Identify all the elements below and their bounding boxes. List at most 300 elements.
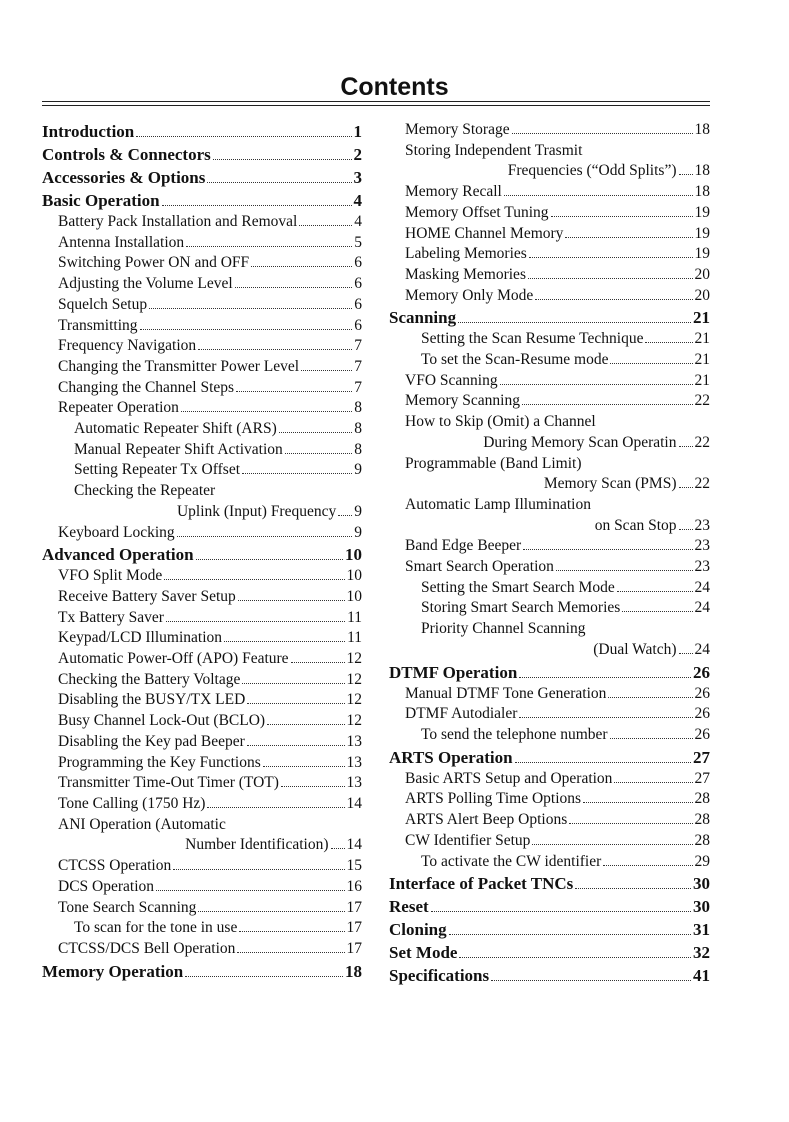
toc-page-number: 27: [694, 769, 710, 787]
toc-entry-line: [58, 253, 362, 274]
toc-entry-label: ARTS Operation: [389, 747, 513, 767]
dot-leader: [198, 911, 344, 912]
toc-entry-label: Battery Pack Installation and Removal: [58, 213, 298, 230]
toc-entry-label: Basic Operation: [42, 191, 160, 210]
toc-page-number: 14: [346, 794, 362, 812]
toc-entry[interactable]: [42, 233, 362, 254]
toc-entry-line: [58, 856, 362, 877]
toc-entry-line: [58, 212, 362, 233]
toc-entry-line: [58, 608, 362, 629]
toc-entry[interactable]: [389, 412, 710, 453]
toc-entry[interactable]: [389, 286, 710, 307]
toc-entry[interactable]: [389, 852, 710, 873]
toc-entry[interactable]: [389, 831, 710, 852]
dot-leader: [608, 697, 692, 698]
toc-page-number: 13: [346, 753, 362, 771]
toc-entry-line: [421, 640, 710, 661]
toc-page-number: 22: [694, 392, 710, 410]
toc-page-number: 21: [694, 330, 710, 348]
toc-entry-label: Introduction: [42, 122, 135, 141]
toc-entry-line: [421, 350, 710, 371]
toc-entry[interactable]: [42, 378, 362, 399]
toc-entry[interactable]: [42, 815, 362, 856]
toc-entry-line: [421, 725, 710, 746]
toc-entry-label: Programming the Key Functions: [58, 753, 261, 771]
toc-page-number: 19: [694, 245, 710, 263]
dot-leader: [181, 411, 352, 412]
toc-entry[interactable]: [42, 357, 362, 378]
toc-entry-line: [58, 628, 362, 649]
toc-entry[interactable]: [389, 598, 710, 619]
toc-page-number: 18: [694, 162, 710, 180]
toc-page-number: 8: [354, 440, 362, 458]
toc-entry[interactable]: [42, 690, 362, 711]
toc-page-number: 6: [354, 316, 362, 334]
toc-entry[interactable]: [389, 182, 710, 203]
toc-entry-label: Memory Operation: [42, 961, 184, 981]
toc-entry[interactable]: [389, 557, 710, 578]
toc-page-number: 26: [693, 662, 710, 682]
dot-leader: [239, 931, 344, 932]
toc-page-number: 29: [694, 852, 710, 870]
toc-entry-line: [58, 523, 362, 544]
dot-leader: [247, 703, 344, 704]
toc-entry[interactable]: [42, 773, 362, 794]
dot-leader: [285, 453, 352, 454]
toc-entry-label: Transmitting: [58, 316, 138, 334]
toc-entry-line: [405, 516, 710, 537]
toc-page-number: 11: [347, 629, 362, 647]
toc-page-number: 22: [694, 475, 710, 493]
toc-entry-line: [405, 769, 710, 790]
dot-leader: [338, 515, 352, 516]
toc-entry[interactable]: [42, 481, 362, 522]
toc-page-number: 17: [346, 898, 362, 916]
toc-entry-label: Setting the Scan Resume Technique: [421, 330, 644, 348]
toc-entry-label: Changing the Transmitter Power Level: [58, 357, 300, 375]
dot-leader: [331, 848, 345, 849]
toc-page-number: 9: [354, 502, 362, 520]
toc-entry[interactable]: [389, 350, 710, 371]
dot-leader: [279, 432, 353, 433]
toc-page-number: 2: [353, 145, 362, 164]
toc-entry-label: Memory Recall: [405, 183, 502, 201]
toc-entry-line: [389, 306, 710, 329]
toc-entry[interactable]: [42, 877, 362, 898]
toc-entry-label: Antenna Installation: [58, 233, 185, 251]
toc-entry-line: [405, 120, 710, 141]
toc-entry-label: Scanning: [389, 308, 457, 328]
dot-leader: [235, 287, 353, 288]
toc-entry-label: Checking the Battery Voltage: [58, 670, 241, 688]
toc-page-number: 31: [693, 920, 710, 940]
toc-entry-label: Programmable (Band Limit): [405, 454, 582, 472]
toc-page-number: 15: [346, 857, 362, 875]
toc-entry-label: CTCSS Operation: [58, 857, 172, 875]
toc-entry-label: Band Edge Beeper: [405, 537, 522, 555]
toc-entry[interactable]: [389, 495, 710, 536]
toc-entry-line: [42, 960, 362, 983]
toc-entry[interactable]: [389, 371, 710, 392]
toc-entry-line: [421, 329, 710, 350]
toc-page-number: 20: [694, 286, 710, 304]
dot-leader: [164, 579, 344, 580]
toc-entry-line: [405, 831, 710, 852]
toc-entry-line: [405, 684, 710, 705]
toc-entry-label: DTMF Operation: [389, 662, 518, 682]
toc-entry-line: [405, 810, 710, 831]
toc-entry-label: Cloning: [389, 920, 447, 940]
toc-entry-line: [58, 587, 362, 608]
toc-entry-label: Switching Power ON and OFF: [58, 254, 250, 272]
toc-entry[interactable]: [389, 454, 710, 495]
toc-entry[interactable]: [389, 661, 710, 684]
toc-page-number: 19: [694, 203, 710, 221]
toc-entry[interactable]: [42, 440, 362, 461]
toc-page-number: 7: [354, 378, 362, 396]
toc-entry-line: [58, 753, 362, 774]
toc-page-number: 5: [354, 233, 362, 251]
dot-leader: [528, 278, 693, 279]
toc-entry-line: [42, 120, 362, 143]
dot-leader: [522, 404, 693, 405]
toc-entry[interactable]: [42, 670, 362, 691]
dot-leader: [679, 446, 693, 447]
toc-page-number: 14: [346, 836, 362, 854]
toc-entry[interactable]: [389, 684, 710, 705]
dot-leader: [263, 766, 345, 767]
toc-entry[interactable]: [42, 316, 362, 337]
toc-entry[interactable]: [42, 711, 362, 732]
toc-entry-label: Automatic Repeater Shift (ARS): [74, 420, 277, 438]
dot-leader: [207, 182, 351, 183]
toc-entry-label: Changing the Channel Steps: [58, 378, 235, 396]
toc-page-number: 28: [694, 790, 710, 808]
toc-entry-line: [389, 941, 710, 964]
toc-entry-label: Squelch Setup: [58, 295, 148, 313]
toc-entry[interactable]: [389, 141, 710, 182]
toc-entry-line: [405, 704, 710, 725]
dot-leader: [198, 349, 352, 350]
toc-entry-line: [58, 690, 362, 711]
toc-entry-label: Set Mode: [389, 943, 458, 963]
toc-entry-label: To activate the CW identifier: [421, 852, 602, 870]
toc-entry[interactable]: [389, 895, 710, 918]
dot-leader: [185, 976, 343, 977]
dot-leader: [281, 786, 345, 787]
toc-entry[interactable]: [42, 120, 362, 143]
toc-entry-line: [58, 398, 362, 419]
toc-page-number: 4: [354, 213, 362, 230]
toc-entry-line: [405, 203, 710, 224]
toc-entry-line: [58, 233, 362, 254]
toc-entry-label: Advanced Operation: [42, 545, 194, 565]
toc-entry[interactable]: [42, 753, 362, 774]
toc-entry-line: [421, 598, 710, 619]
dot-leader: [583, 802, 692, 803]
toc-entry[interactable]: [42, 566, 362, 587]
toc-entry-line: [58, 566, 362, 587]
dot-leader: [247, 745, 345, 746]
toc-entry[interactable]: [42, 587, 362, 608]
dot-leader: [140, 329, 353, 330]
dot-leader: [149, 308, 352, 309]
toc-entry[interactable]: [42, 166, 362, 189]
toc-entry-label: How to Skip (Omit) a Channel: [405, 413, 596, 431]
toc-entry-label: Keypad/LCD Illumination: [58, 629, 223, 647]
toc-entry[interactable]: [389, 941, 710, 964]
toc-entry[interactable]: [389, 725, 710, 746]
toc-entry-line: [58, 357, 362, 378]
toc-entry-label: Keyboard Locking: [58, 523, 175, 541]
toc-page-number: 9: [354, 523, 362, 541]
toc-entry-label: Setting the Smart Search Mode: [421, 578, 615, 596]
toc-page-number: 7: [354, 337, 362, 355]
toc-page-number: 20: [694, 265, 710, 283]
toc-entry-label: Memory Offset Tuning: [405, 203, 549, 221]
toc-entry-label: ANI Operation (Automatic: [58, 815, 226, 833]
dot-leader: [173, 869, 344, 870]
toc-entry[interactable]: [389, 872, 710, 895]
toc-page-number: 18: [694, 121, 710, 138]
toc-page-number: 16: [346, 877, 362, 895]
toc-entry[interactable]: [42, 523, 362, 544]
toc-entry-label: Storing Smart Search Memories: [421, 599, 621, 617]
toc-entry-label-continued: on Scan Stop: [594, 516, 677, 534]
toc-page-number: 3: [353, 168, 362, 187]
toc-entry-label: DTMF Autodialer: [405, 705, 518, 723]
toc-entry-line: [58, 274, 362, 295]
toc-page-number: 13: [346, 774, 362, 792]
toc-entry[interactable]: [42, 189, 362, 212]
dot-leader: [614, 782, 692, 783]
toc-entry[interactable]: [42, 336, 362, 357]
toc-entry-line: [389, 918, 710, 941]
toc-entry-label-continued: During Memory Scan Operatin: [483, 433, 677, 451]
toc-entry-label: Tone Calling (1750 Hz): [58, 794, 206, 812]
toc-page-number: 9: [354, 461, 362, 479]
toc-entry-label: ARTS Polling Time Options: [405, 790, 582, 808]
toc-entry-label: VFO Split Mode: [58, 567, 163, 585]
toc-entry[interactable]: [42, 649, 362, 670]
toc-entry[interactable]: [42, 898, 362, 919]
toc-entry-label: Manual DTMF Tone Generation: [405, 684, 607, 702]
dot-leader: [622, 611, 692, 612]
toc-entry-label: Transmitter Time-Out Timer (TOT): [58, 774, 279, 792]
toc-entry-label: Interface of Packet TNCs: [389, 874, 574, 894]
toc-entry-label-continued: (Dual Watch): [593, 640, 677, 658]
toc-page-number: 17: [346, 919, 362, 937]
toc-entry-line: [389, 661, 710, 684]
toc-entry[interactable]: [389, 244, 710, 265]
toc-entry-label: To set the Scan-Resume mode: [421, 351, 609, 369]
toc-page-number: 12: [346, 712, 362, 730]
dot-leader: [236, 391, 352, 392]
toc-page-number: 30: [693, 897, 710, 917]
toc-entry[interactable]: [389, 203, 710, 224]
toc-entry-label: Disabling the Key pad Beeper: [58, 732, 245, 750]
toc-entry[interactable]: [389, 391, 710, 412]
toc-entry-line: [405, 557, 710, 578]
toc-entry-label: Accessories & Options: [42, 168, 206, 187]
toc-page-number: 21: [694, 351, 710, 369]
toc-entry[interactable]: [42, 295, 362, 316]
dot-leader: [459, 957, 691, 958]
dot-leader: [565, 237, 692, 238]
toc-entry[interactable]: [42, 608, 362, 629]
dot-leader: [523, 549, 692, 550]
toc-entry[interactable]: [42, 939, 362, 960]
toc-page-number: 6: [354, 275, 362, 293]
dot-leader: [237, 952, 344, 953]
toc-entry-label: Checking the Repeater: [74, 482, 216, 500]
toc-entry-line: [58, 732, 362, 753]
dot-leader: [519, 677, 691, 678]
toc-entry[interactable]: [389, 918, 710, 941]
toc-entry-line: [58, 649, 362, 670]
toc-entry-label: VFO Scanning: [405, 371, 498, 389]
title-rule-bottom: [42, 105, 710, 106]
toc-entry[interactable]: [42, 212, 362, 233]
dot-leader: [431, 911, 691, 912]
toc-entry-label: Labeling Memories: [405, 245, 527, 263]
dot-leader: [162, 205, 352, 206]
toc-entry[interactable]: [389, 224, 710, 245]
toc-entry[interactable]: [389, 536, 710, 557]
toc-page-number: 24: [694, 599, 710, 617]
toc-entry-label: Memory Storage: [405, 121, 510, 138]
toc-entry[interactable]: [389, 810, 710, 831]
toc-entry[interactable]: [389, 329, 710, 350]
dot-leader: [449, 934, 691, 935]
toc-entry-label: Specifications: [389, 966, 490, 986]
toc-entry-label: Automatic Power-Off (APO) Feature: [58, 650, 289, 668]
toc-entry[interactable]: [389, 265, 710, 286]
toc-page-number: 19: [694, 224, 710, 242]
dot-leader: [299, 225, 352, 226]
toc-entry-line: [74, 440, 362, 461]
toc-entry[interactable]: [389, 769, 710, 790]
dot-leader: [679, 487, 693, 488]
toc-entry[interactable]: [42, 398, 362, 419]
toc-entry-label: Memory Only Mode: [405, 286, 534, 304]
toc-entry-line: [74, 419, 362, 440]
toc-page-number: 28: [694, 811, 710, 829]
dot-leader: [251, 266, 352, 267]
toc-entry-label: To send the telephone number: [421, 725, 608, 743]
dot-leader: [529, 257, 693, 258]
toc-entry[interactable]: [42, 918, 362, 939]
toc-entry[interactable]: [389, 746, 710, 769]
toc-entry-label: Reset: [389, 897, 429, 917]
dot-leader: [610, 363, 692, 364]
toc-entry-label: Tx Battery Saver: [58, 608, 164, 626]
page-title: Contents: [340, 73, 449, 101]
dot-leader: [500, 384, 693, 385]
toc-entry[interactable]: [42, 794, 362, 815]
toc-entry-label: Masking Memories: [405, 265, 526, 283]
dot-leader: [238, 600, 345, 601]
dot-leader: [575, 888, 691, 889]
toc-entry-label: Adjusting the Volume Level: [58, 275, 233, 293]
toc-page-number: 28: [694, 831, 710, 849]
toc-entry-line: [74, 918, 362, 939]
toc-page-number: 26: [694, 705, 710, 723]
toc-entry[interactable]: [389, 704, 710, 725]
toc-entry[interactable]: [389, 789, 710, 810]
toc-page-number: 17: [346, 939, 362, 957]
toc-entry[interactable]: [389, 964, 710, 987]
dot-leader: [177, 536, 353, 537]
dot-leader: [645, 342, 692, 343]
toc-entry[interactable]: [42, 143, 362, 166]
toc-entry-label: Smart Search Operation: [405, 558, 554, 576]
toc-entry-line: [389, 895, 710, 918]
toc-entry[interactable]: [389, 120, 710, 141]
toc-entry-line: [405, 536, 710, 557]
toc-entry-line: [42, 543, 362, 566]
toc-entry-line: [389, 872, 710, 895]
toc-entry-label: Priority Channel Scanning: [421, 620, 586, 638]
toc-entry[interactable]: [389, 578, 710, 599]
toc-entry[interactable]: [42, 628, 362, 649]
toc-page-number: 12: [346, 670, 362, 688]
toc-page-number: 11: [347, 608, 362, 626]
toc-entry-label: Memory Scanning: [405, 392, 520, 410]
dot-leader: [515, 762, 691, 763]
toc-entry[interactable]: [42, 960, 362, 983]
toc-entry[interactable]: [389, 619, 710, 660]
toc-entry-label: Storing Independent Trasmit: [405, 141, 583, 159]
toc-entry-label: Busy Channel Lock-Out (BCLO): [58, 712, 266, 730]
toc-entry[interactable]: [42, 419, 362, 440]
toc-entry-line: [42, 143, 362, 166]
toc-entry-line: [58, 378, 362, 399]
toc-page-number: 4: [353, 191, 362, 210]
dot-leader: [610, 738, 693, 739]
toc-entry-label: CTCSS/DCS Bell Operation: [58, 939, 236, 957]
toc-page-number: 12: [346, 691, 362, 709]
dot-leader: [491, 980, 691, 981]
toc-entry[interactable]: [42, 543, 362, 566]
toc-page-number: 8: [354, 399, 362, 417]
toc-entry[interactable]: [42, 253, 362, 274]
toc-entry-line: [58, 711, 362, 732]
toc-entry[interactable]: [389, 306, 710, 329]
toc-page-number: 22: [694, 433, 710, 451]
toc-page-number: 8: [354, 420, 362, 438]
toc-entry-line: [58, 670, 362, 691]
dot-leader: [532, 844, 692, 845]
toc-entry[interactable]: [42, 732, 362, 753]
dot-leader: [679, 529, 693, 530]
toc-page-number: 23: [694, 558, 710, 576]
toc-entry-label: Basic ARTS Setup and Operation: [405, 769, 613, 787]
toc-page-number: 6: [354, 254, 362, 272]
toc-entry-label-continued: Frequencies (“Odd Splits”): [507, 162, 677, 180]
toc-page-number: 27: [693, 747, 710, 767]
toc-entry-line: [405, 391, 710, 412]
dot-leader: [617, 591, 693, 592]
toc-page-number: 26: [694, 725, 710, 743]
toc-entry[interactable]: [42, 274, 362, 295]
toc-entry[interactable]: [42, 856, 362, 877]
dot-leader: [242, 473, 352, 474]
toc-entry[interactable]: [42, 460, 362, 481]
toc-entry-line: [405, 182, 710, 203]
toc-entry-label: Frequency Navigation: [58, 337, 197, 355]
toc-entry-label: CW Identifier Setup: [405, 831, 531, 849]
